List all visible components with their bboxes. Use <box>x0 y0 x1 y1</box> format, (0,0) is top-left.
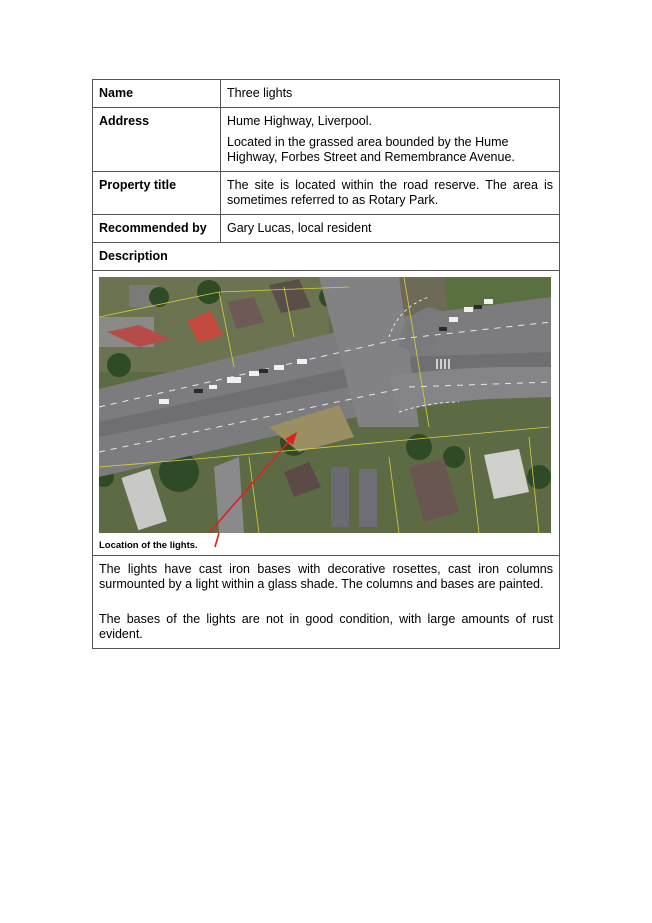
photo-cell <box>93 271 560 556</box>
name-value: Three lights <box>221 80 560 108</box>
arrow-tail <box>199 531 239 551</box>
photo-row <box>93 271 560 556</box>
red-arrow-icon <box>99 277 551 533</box>
address-value <box>221 108 560 172</box>
heritage-item-sheet <box>92 79 560 649</box>
description-paragraph-2: The bases of the lights are not in good condition, with large amounts of rust evident. <box>99 612 553 641</box>
photo-caption: Location of the lights. <box>99 540 198 551</box>
description-header-row <box>93 243 560 271</box>
name-label: Name <box>93 80 221 108</box>
recommended-by-row <box>93 215 560 243</box>
heritage-item-table <box>92 79 560 649</box>
description-body <box>93 556 560 649</box>
aerial-photo <box>99 277 551 533</box>
name-row <box>93 80 560 108</box>
description-paragraph-1: The lights have cast iron bases with decorative rosettes, cast iron columns surmounted by a light within a glass shade. The columns and bases are painted. <box>99 562 553 591</box>
recommended-by-value: Gary Lucas, local resident <box>221 215 560 243</box>
property-title-value: The site is located within the road reserve. The area is sometimes referred to as Rotary Park. <box>221 172 560 215</box>
recommended-by-label: Recommended by <box>93 215 221 243</box>
address-row <box>93 108 560 172</box>
description-row <box>93 556 560 649</box>
address-label: Address <box>93 108 221 172</box>
address-street: Hume Highway, Liverpool. <box>227 114 372 128</box>
property-title-row <box>93 172 560 215</box>
description-label: Description <box>93 243 560 271</box>
property-title-label: Property title <box>93 172 221 215</box>
address-detail: Located in the grassed area bounded by the Hume Highway, Forbes Street and Remembrance Avenue. <box>227 135 515 164</box>
